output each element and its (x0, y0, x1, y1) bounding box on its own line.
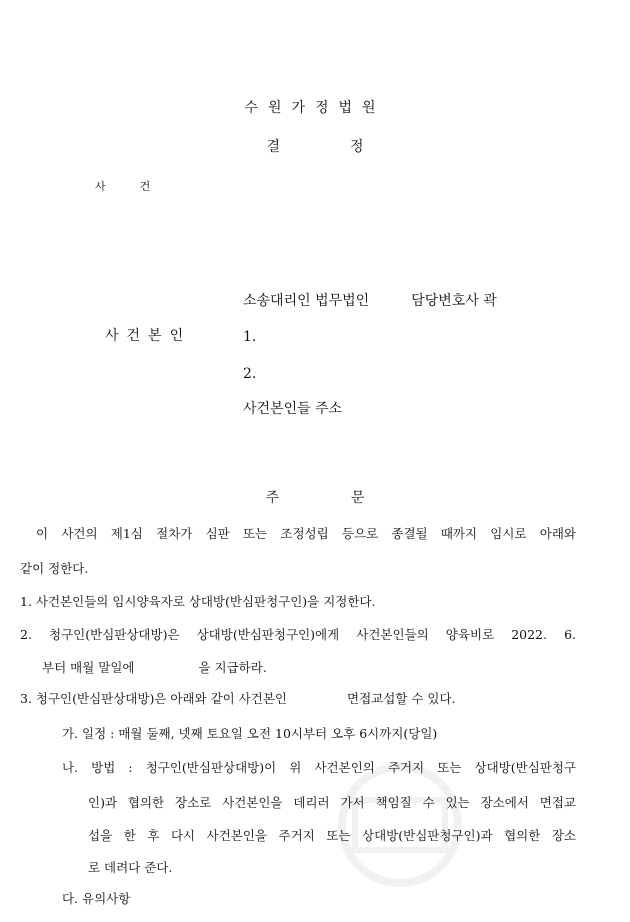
order-item-2-line-1: 2. 청구인(반심판상대방)은 상대방(반심판청구인)에게 사건본인들의 양육비로 2022. 6. (20, 627, 576, 642)
order-item-2-line-2 (42, 662, 267, 675)
order-item-3b: 면접교섭할 수 있다. (347, 691, 456, 706)
order-item-3-ga: 가. 일정 : 매월 둘째, 넷째 토요일 오전 10시부터 오후 6시까지(당일) (62, 726, 438, 741)
case-label (95, 181, 150, 192)
party-label: 사건본인 (105, 328, 192, 344)
case-label-b: 건 (139, 180, 151, 193)
order-item-3a: 3. 청구인(반심판상대방)은 아래와 같이 사건본인 (20, 691, 287, 706)
order-intro-line-2: 같이 정한다. (20, 561, 89, 576)
law-firm-label: 소송대리인 법무법인 (243, 293, 370, 309)
case-label-a: 사 (95, 180, 106, 193)
party-item-2: 2. (243, 366, 257, 382)
order-item-3-na-line-4: 로 데려다 준다. (88, 860, 173, 875)
document-type-title (0, 140, 630, 154)
order-item-2-line-2b: 을 지급하라. (198, 660, 267, 675)
order-item-3-da: 다. 유의사항 (62, 891, 131, 906)
order-item-3-na-line-1: 나. 방법 : 청구인(반심판상대방)이 위 사건본인의 주거지 또는 상대방(반심판청구 (62, 760, 576, 775)
party-item-1: 1. (243, 329, 257, 345)
document-type-left: 결 (266, 139, 280, 155)
attorney-label: 담당변호사 곽 (411, 293, 497, 309)
party-address: 사건본인들 주소 (243, 401, 343, 417)
document-type-right: 정 (350, 139, 364, 155)
order-item-3 (20, 693, 456, 706)
court-seal-watermark-icon (300, 760, 500, 890)
order-intro-line-1: 이 사건의 제1심 절차가 심판 또는 조정성립 등으로 종결될 때까지 임시로 아래와 (36, 526, 576, 541)
order-item-3-na-line-3: 섭을 한 후 다시 사건본인을 주거지 또는 상대방(반심판청구인)과 협의한 장소 (88, 828, 576, 843)
order-title-right: 문 (351, 490, 365, 506)
order-title (0, 491, 630, 505)
order-title-left: 주 (265, 490, 279, 506)
order-item-2-line-2a: 부터 매월 말일에 (42, 660, 135, 675)
court-name: 수원가정법원 (244, 100, 386, 116)
legal-representative (243, 294, 497, 308)
order-item-3-na-line-2: 인)과 협의한 장소로 사건본인을 데리러 가서 책임질 수 있는 장소에서 면접교 (88, 795, 576, 810)
order-item-1: 1. 사건본인들의 임시양육자로 상대방(반심판청구인)을 지정한다. (20, 594, 376, 609)
